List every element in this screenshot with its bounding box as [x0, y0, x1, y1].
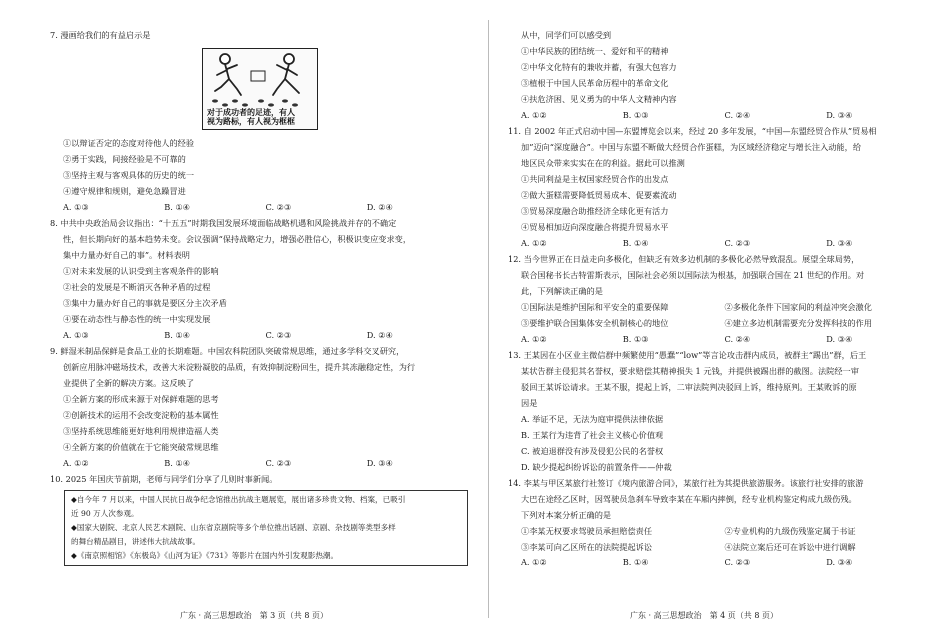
q7-choice-c: C. ②③	[265, 201, 292, 212]
q13-stem: 某状告群主侵犯其名誉权，要求赔偿其精神损失 1 元钱，并提供被踢出群的截图。法院经一审	[521, 365, 859, 376]
q7-item: ①以辩证否定的态度对待他人的经验	[63, 137, 195, 148]
q8-stem: 8. 中共中央政治局会议指出：“十五五”时期我国发展环境面临战略机遇和风险挑战并存的不确定	[50, 217, 397, 228]
q11-choice-a: A. ①②	[521, 237, 547, 248]
q9-choice-d: D. ③④	[366, 457, 393, 468]
q7-item: ②勇于实践，间接经验是不可靠的	[63, 153, 186, 164]
q11-stem: 地区民众带来实实在在的利益。据此可以推测	[521, 157, 685, 168]
q10-item: ④扶危济困、见义勇为的中华人文精神内容	[521, 93, 677, 104]
q12-choice-c: C. ②④	[724, 333, 751, 344]
q12-item: ③要维护联合国集体安全机制核心的地位	[521, 317, 669, 328]
q12-items-row	[508, 300, 928, 316]
q11-item: ④贸易相加迈向深度融合将提升贸易水平	[521, 221, 669, 232]
right-column	[508, 28, 928, 571]
q13-option: A. 举证不足，无法为庭审提供法律依据	[521, 413, 664, 424]
q7-choice-d: D. ②④	[366, 201, 393, 212]
q8-choice-a: A. ①③	[63, 329, 89, 340]
q10-choices	[508, 108, 928, 124]
q8-choice-c: C. ②③	[265, 329, 292, 340]
q10-news-box	[64, 490, 468, 566]
news-line: ◆国家大剧院、北京人民艺术剧院、山东省京剧院等多个单位推出话剧、京剧、杂技剧等类型多样	[71, 522, 396, 532]
page-footer-left: 广东 · 高三思想政治 第 3 页（共 8 页）	[180, 611, 328, 620]
q11-choice-c: C. ②③	[724, 237, 751, 248]
q12-items-row	[508, 316, 928, 332]
q10-item: ①中华民族的团结统一、爱好和平的精神	[521, 45, 669, 56]
column-divider	[488, 20, 489, 618]
cartoon-caption-line-1: 对于成功者的足迹，有人	[207, 106, 295, 117]
q8-item: ②社会的发展是不断消灭各种矛盾的过程	[63, 281, 211, 292]
q8-choices	[50, 328, 468, 344]
q9-stem: 创新应用脉冲磁场技术，改善大米淀粉凝胶的品质，有效抑制淀粉回生，提升其冻融稳定性，为行	[63, 361, 416, 372]
q9-choice-c: C. ②③	[265, 457, 292, 468]
q8-item: ③集中力量办好自己的事就是要区分主次矛盾	[63, 297, 227, 308]
q14-choice-a: A. ①②	[521, 557, 547, 568]
q8-item: ①对未来发展的认识受到主客观条件的影响	[63, 265, 219, 276]
q7-choices	[50, 200, 468, 216]
q8-choice-d: D. ②④	[366, 329, 393, 340]
q11-item: ②做大蛋糕需要降低贸易成本、促要素流动	[521, 189, 677, 200]
cartoon-caption	[207, 108, 295, 127]
q13-stem: 驳回王某诉讼请求。王某不服，提起上诉，二审法院判决驳回上诉，维持原判。王某败诉的原	[521, 381, 857, 392]
q14-stem: 大巴在途经乙区时，因驾驶员急刹车导致李某在车厢内摔倒，经专业机构鉴定构成九级伤残。	[521, 493, 857, 504]
q14-choice-d: D. ③④	[826, 557, 853, 568]
q14-choice-c: C. ②③	[724, 557, 751, 568]
news-line: 近 90 万人次参观。	[71, 508, 139, 518]
q11-choice-b: B. ①④	[622, 237, 649, 248]
q12-choice-a: A. ①②	[521, 333, 547, 344]
q13-option: C. 被迫退群没有涉及侵犯公民的名誉权	[521, 445, 664, 456]
q12-item: ①国际法是维护国际和平安全的重要保障	[521, 301, 669, 312]
left-column	[50, 28, 468, 568]
page-footer-right: 广东 · 高三思想政治 第 4 页（共 8 页）	[630, 611, 778, 620]
q10-choice-c: C. ②④	[724, 109, 751, 120]
q12-stem: 此，下列解读正确的是	[521, 285, 603, 296]
q14-choices	[508, 555, 928, 571]
q7-item: ③坚持主观与客观具体的历史的统一	[63, 169, 195, 180]
q14-item: ①李某无权要求驾驶员承担赔偿责任	[521, 525, 653, 536]
q13-option: D. 缺少提起纠纷诉讼的前置条件——仲裁	[521, 461, 672, 472]
q11-stem: 11. 自 2002 年正式启动中国—东盟博览会以来，经过 20 多年发展，“中国—东盟经贸合作从”贸易相	[508, 125, 877, 136]
q12-choices	[508, 332, 928, 348]
news-line: 的舞台精品剧目，讲述伟大抗战故事。	[71, 536, 201, 546]
q14-items-row	[508, 524, 928, 540]
q14-choice-b: B. ①④	[622, 557, 649, 568]
q8-stem: 性，但长期向好的基本趋势未变。会议强调“保持战略定力，增强必胜信心，积极识变应变求变，	[63, 233, 412, 244]
q8-item: ④要在动态性与静态性的统一中实现发展	[63, 313, 211, 324]
news-line: ◆《南京照相馆》《东极岛》《山河为证》《731》等影片在国内外引发观影热潮。	[71, 550, 339, 560]
q9-item: ④全新方案的价值就在于它能突破常规思维	[63, 441, 219, 452]
q12-choice-d: D. ③④	[826, 333, 853, 344]
q12-item: ④建立多边机制需要充分发挥科技的作用	[724, 317, 872, 328]
q12-item: ②多极化条件下国家间的利益冲突会激化	[724, 301, 872, 312]
q11-stem: 加”迈向“深度融合”。中国与东盟不断做大经贸合作蛋糕，为区域经济稳定与增长注入动能，给	[521, 141, 862, 152]
q9-stem: 9. 鲜湿米制品保鲜是食品工业的长期难题。中国农科院团队突破常规思维，通过多学科交叉研究，	[50, 345, 405, 356]
q13-option: B. 王某行为违背了社会主义核心价值观	[521, 429, 664, 440]
q9-item: ③坚持系统思维能更好地利用规律造福人类	[63, 425, 219, 436]
q13-stem: 13. 王某因在小区业主微信群中频繁使用“愚蠢”“low”等言论攻击群内成员，被群主“踢出”群，后王	[508, 349, 867, 360]
q9-item: ①全新方案的形成来源于对保鲜难题的思考	[63, 393, 219, 404]
q8-stem: 集中力量办好自己的事”。材料表明	[63, 249, 190, 260]
q9-choice-a: A. ①②	[63, 457, 89, 468]
q10-cont: 从中，同学们可以感受到	[521, 30, 612, 40]
q9-item: ②创新技术的运用不会改变淀粉的基本属性	[63, 409, 219, 420]
q10-choice-b: B. ①③	[622, 109, 649, 120]
q10-item: ②中华文化特有的兼收并蓄，有强大包容力	[521, 61, 677, 72]
q7-choice-b: B. ①④	[164, 201, 191, 212]
q12-choice-b: B. ①③	[622, 333, 649, 344]
q9-choices	[50, 456, 468, 472]
q7-cartoon	[202, 48, 318, 130]
q9-stem: 业提供了全新的解决方案。这反映了	[63, 377, 195, 388]
cartoon-caption-line-2: 视为路标，有人视为框框	[207, 116, 295, 127]
q10-item: ③植根于中国人民革命历程中的革命文化	[521, 77, 669, 88]
q14-stem: 14. 李某与甲区某旅行社签订《境内旅游合同》，某旅行社为其提供旅游服务。该旅行社安排的旅游	[508, 477, 864, 488]
q13-stem: 因是	[521, 397, 538, 408]
q14-item: ③李某可向乙区所在的法院提起诉讼	[521, 541, 653, 552]
news-line: ◆自今年 7 月以来，中国人民抗日战争纪念馆推出抗战主题展览，展出诸多珍贵文物、档案，已吸引	[71, 494, 406, 504]
q7-choice-a: A. ①③	[63, 201, 89, 212]
q7-stem: 7. 漫画给我们的有益启示是	[50, 30, 151, 40]
q9-choice-b: B. ①④	[164, 457, 191, 468]
q14-stem: 下列对本案分析正确的是	[521, 509, 612, 520]
q12-stem: 联合国秘书长古特雷斯表示，国际社会必须以国际法为根基，加强联合国在 21 世纪的作用。对	[521, 269, 865, 280]
q14-item: ②专业机构的九级伤残鉴定属于书证	[724, 525, 856, 536]
q11-choice-d: D. ③④	[826, 237, 853, 248]
q14-items-row	[508, 540, 928, 556]
q11-choices	[508, 236, 928, 252]
q7-item: ④遵守规律和规则，避免急躁冒进	[63, 185, 186, 196]
q11-item: ①共同利益是主权国家经贸合作的出发点	[521, 173, 669, 184]
q11-item: ③贸易深度融合助推经济全球化更有活力	[521, 205, 669, 216]
q10-choice-a: A. ①②	[521, 109, 547, 120]
q10-stem: 10. 2025 年国庆节前期，老师与同学们分享了几则时事新闻。	[50, 473, 278, 484]
q14-item: ④法院立案后还可在诉讼中进行调解	[724, 541, 856, 552]
q8-choice-b: B. ①④	[164, 329, 191, 340]
q10-choice-d: D. ③④	[826, 109, 853, 120]
q12-stem: 12. 当今世界正在日益走向多极化，但缺乏有效多边机制的多极化必然导致混乱。展望全球局势，	[508, 253, 860, 264]
